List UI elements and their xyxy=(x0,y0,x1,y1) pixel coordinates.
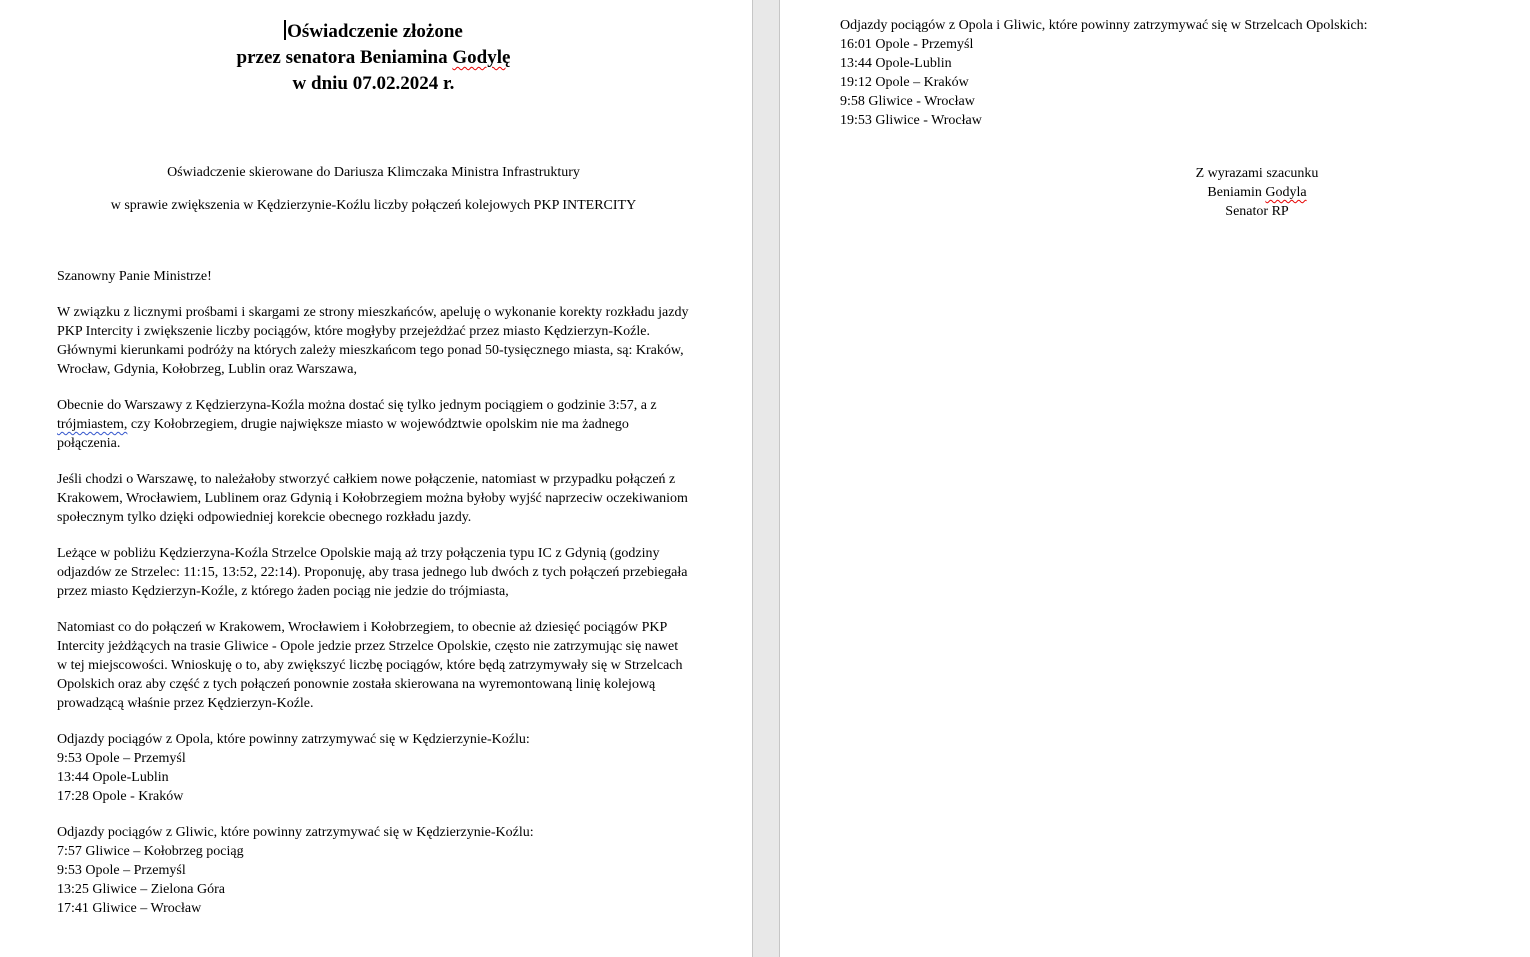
document-page-2[interactable] xyxy=(780,0,1530,957)
paragraph-request[interactable]: W związku z licznymi prośbami i skargami ze strony mieszkańców, apeluję o wykonanie korekty rozkładu jazdy PKP Intercity i zwiększenie liczby pociągów, które mogłyby przejeżdżać przez miasto Kędzierzyn-Koźle. Głównymi kierunkami podróży na których zależy mieszkańcom tego ponad 50-tysięcznego miasta, są: Kraków, Wrocław, Gdynia, Kołobrzeg, Lublin oraz Warszawa, xyxy=(57,305,689,377)
signer-name[interactable] xyxy=(1097,183,1417,202)
opole-departures-list[interactable] xyxy=(57,730,690,806)
document-title-line-1[interactable] xyxy=(57,19,690,45)
opole-departure-item[interactable]: 17:28 Opole - Kraków xyxy=(57,789,184,804)
misspelled-word[interactable]: Godylę xyxy=(452,47,511,68)
title-text[interactable]: w dniu 07.02.2024 r. xyxy=(292,73,455,94)
paragraph-text[interactable]: Obecnie do Warszawy z Kędzierzyna-Koźla można dostać się tylko jednym pociągiem o godzinie 3:57, a z xyxy=(57,398,657,413)
paragraph-warszawa-proposal[interactable]: Jeśli chodzi o Warszawę, to należałoby stworzyć całkiem nowe połączenie, natomiast w przypadku połączeń z Krakowem, Wrocławiem, Lublinem oraz Gdynią i Kołobrzegiem można byłoby wyjść naprzeciw oczekiwaniom społecznym tylko dzięki odpowiedniej korekcie obecnego rozkładu jazdy. xyxy=(57,472,688,525)
strzelce-departures-list[interactable] xyxy=(840,16,1500,130)
salutation[interactable]: Szanowny Panie Ministrze! xyxy=(57,269,212,284)
subject-line[interactable]: w sprawie zwiększenia w Kędzierzynie-Koźlu liczby połączeń kolejowych PKP INTERCITY xyxy=(110,198,637,213)
strzelce-departure-item[interactable]: 16:01 Opole - Przemyśl xyxy=(840,37,974,52)
addressee-line[interactable]: Oświadczenie skierowane do Dariusza Klimczaka Ministra Infrastruktury xyxy=(167,165,580,180)
opole-departure-item[interactable]: 13:44 Opole-Lublin xyxy=(57,770,169,785)
letter-body[interactable] xyxy=(57,267,690,918)
gliwice-departures-list[interactable] xyxy=(57,823,690,918)
title-text[interactable]: Oświadczenie złożone xyxy=(287,21,463,42)
paragraph-strzelce-gdynia[interactable]: Leżące w pobliżu Kędzierzyna-Koźla Strzelce Opolskie mają aż trzy połączenia typu IC z Gdynią (godziny odjazdów ze Strzelec: 11:15, 13:52, 22:14). Proponuję, aby trasa jednego lub dwóch z tych połączeń przebiegała przez miasto Kędzierzyn-Koźle, z którego żaden pociąg nie jedzie do trójmiasta, xyxy=(57,546,688,599)
text-cursor xyxy=(284,20,286,40)
signer-title[interactable]: Senator RP xyxy=(1225,204,1289,219)
opole-departures-header[interactable]: Odjazdy pociągów z Opola, które powinny zatrzymywać się w Kędzierzynie-Koźlu: xyxy=(57,732,530,747)
strzelce-departure-item[interactable]: 19:53 Gliwice - Wrocław xyxy=(840,113,982,128)
strzelce-departure-item[interactable]: 13:44 Opole-Lublin xyxy=(840,56,952,71)
gliwice-departure-item[interactable]: 13:25 Gliwice – Zielona Góra xyxy=(57,882,225,897)
strzelce-departures-header[interactable]: Odjazdy pociągów z Opola i Gliwic, które powinny zatrzymywać się w Strzelcach Opolskich: xyxy=(840,18,1368,33)
closing-line[interactable]: Z wyrazami szacunku xyxy=(1195,166,1319,181)
document-title-line-3[interactable] xyxy=(57,71,690,97)
signer-first-name[interactable]: Beniamin xyxy=(1207,185,1266,200)
opole-departure-item[interactable]: 9:53 Opole – Przemyśl xyxy=(57,751,186,766)
page-gap-divider xyxy=(752,0,780,957)
document-title[interactable] xyxy=(57,19,690,97)
paragraph-gliwice-opole[interactable]: Natomiast co do połączeń w Krakowem, Wrocławiem i Kołobrzegiem, to obecnie aż dziesięć pociągów PKP Intercity jeżdżących na trasie Gliwice - Opole jedzie przez Strzelce Opolskie, często nie zatrzymując się nawet w tej miejscowości. Wnioskuję o to, aby zwiększyć liczbę pociągów, które będą zatrzymywały się w Strzelcach Opolskich oraz aby część z tych połączeń ponownie została skierowana na wyremontowaną linię kolejową prowadzącą właśnie przez Kędzierzyn-Koźle. xyxy=(57,620,683,711)
document-title-line-2[interactable] xyxy=(57,45,690,71)
document-page-1[interactable] xyxy=(0,0,752,957)
signature-block[interactable] xyxy=(1097,164,1417,221)
paragraph-text[interactable]: czy Kołobrzegiem, drugie największe miasto w województwie opolskim nie ma żadnego połączenia. xyxy=(57,417,629,451)
gliwice-departure-item[interactable]: 9:53 Opole – Przemyśl xyxy=(57,863,186,878)
gliwice-departures-header[interactable]: Odjazdy pociągów z Gliwic, które powinny zatrzymywać się w Kędzierzynie-Koźlu: xyxy=(57,825,534,840)
gliwice-departure-item[interactable]: 17:41 Gliwice – Wrocław xyxy=(57,901,202,916)
grammar-flagged-word[interactable]: trójmiastem, xyxy=(57,417,128,432)
paragraph-current-connections[interactable] xyxy=(57,396,690,453)
strzelce-departure-item[interactable]: 9:58 Gliwice - Wrocław xyxy=(840,94,975,109)
title-text[interactable]: przez senatora Beniamina xyxy=(236,47,453,68)
misspelled-word[interactable]: Godyla xyxy=(1265,185,1307,200)
gliwice-departure-item[interactable]: 7:57 Gliwice – Kołobrzeg pociąg xyxy=(57,844,244,859)
strzelce-departure-item[interactable]: 19:12 Opole – Kraków xyxy=(840,75,969,90)
